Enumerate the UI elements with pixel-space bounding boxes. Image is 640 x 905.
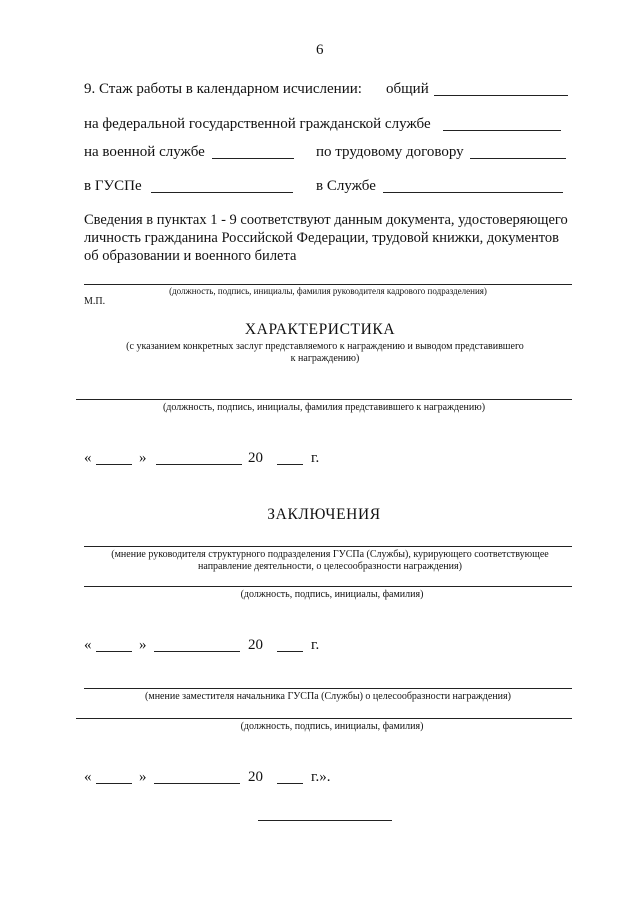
characteristic-note-line-1: (с указанием конкретных заслуг представляемого к награждению и выводом представившего (126, 341, 524, 352)
conclusion2-signature-line[interactable] (76, 718, 572, 719)
conclusion2-note: (мнение заместителя начальника ГУСПа (Службы) о целесообразности награждения) (145, 691, 511, 702)
stamp-label: М.П. (84, 296, 106, 307)
certification-line-1: Сведения в пунктах 1 - 9 соответствуют данным документа, удостоверяющего (84, 212, 568, 228)
date1-day-field[interactable] (96, 464, 132, 465)
hr-signature-caption: (должность, подпись, инициалы, фамилия руководителя кадрового подразделения) (169, 286, 487, 296)
general-field[interactable] (434, 95, 568, 96)
labor-contract-field[interactable] (470, 158, 566, 159)
characteristic-note-line-2: к награждению) (290, 353, 360, 364)
date1-close-quote: » (139, 450, 147, 466)
date2-year-prefix: 20 (248, 637, 263, 653)
characteristic-signature-caption: (должность, подпись, инициалы, фамилия представившего к награждению) (162, 402, 486, 413)
conclusion2-opinion-line[interactable] (84, 688, 572, 689)
closing-separator (258, 820, 392, 821)
federal-civil-field[interactable] (443, 130, 561, 131)
date2-day-field[interactable] (96, 651, 132, 652)
date3-month-field[interactable] (154, 783, 240, 784)
date3-year-prefix: 20 (248, 769, 263, 785)
section9-label: 9. Стаж работы в календарном исчислении: (84, 81, 362, 97)
date2-close-quote: » (139, 637, 147, 653)
date3-year-suffix: г.». (311, 769, 331, 785)
in-guspe-label: в ГУСПе (84, 178, 142, 194)
date1-year-prefix: 20 (248, 450, 263, 466)
military-label: на военной службе (84, 144, 205, 160)
general-label: общий (386, 81, 429, 97)
conclusion1-signature-caption: (должность, подпись, инициалы, фамилия) (240, 589, 424, 600)
in-service-field[interactable] (383, 192, 563, 193)
hr-signature-line[interactable] (84, 284, 572, 285)
date3-open-quote: « (84, 769, 92, 785)
characteristic-signature-line[interactable] (76, 399, 572, 400)
certification-line-2: личность гражданина Российской Федерации, трудовой книжки, документов (84, 230, 559, 246)
date3-close-quote: » (139, 769, 147, 785)
conclusions-title: ЗАКЛЮЧЕНИЯ (267, 506, 381, 523)
conclusion1-note-line-1: (мнение руководителя структурного подразделения ГУСПа (Службы), курирующего соответствующее (111, 549, 549, 560)
date3-year-field[interactable] (277, 783, 303, 784)
date1-year-suffix: г. (311, 450, 320, 466)
date2-open-quote: « (84, 637, 92, 653)
date1-open-quote: « (84, 450, 92, 466)
military-field[interactable] (212, 158, 294, 159)
date1-month-field[interactable] (156, 464, 242, 465)
conclusion1-note-line-2: направление деятельности, о целесообразности награждения) (198, 561, 462, 572)
in-guspe-field[interactable] (151, 192, 293, 193)
date3-day-field[interactable] (96, 783, 132, 784)
conclusion1-signature-line[interactable] (84, 586, 572, 587)
date2-year-field[interactable] (277, 651, 303, 652)
certification-line-3: об образовании и военного билета (84, 248, 297, 264)
page-number: 6 (316, 42, 324, 58)
date2-year-suffix: г. (311, 637, 320, 653)
labor-contract-label: по трудовому договору (316, 144, 464, 160)
conclusion2-signature-caption: (должность, подпись, инициалы, фамилия) (240, 721, 424, 732)
characteristic-title: ХАРАКТЕРИСТИКА (244, 321, 396, 338)
in-service-label: в Службе (316, 178, 376, 194)
date2-month-field[interactable] (154, 651, 240, 652)
date1-year-field[interactable] (277, 464, 303, 465)
conclusion1-opinion-line[interactable] (84, 546, 572, 547)
federal-civil-label: на федеральной государственной гражданской службе (84, 116, 431, 132)
